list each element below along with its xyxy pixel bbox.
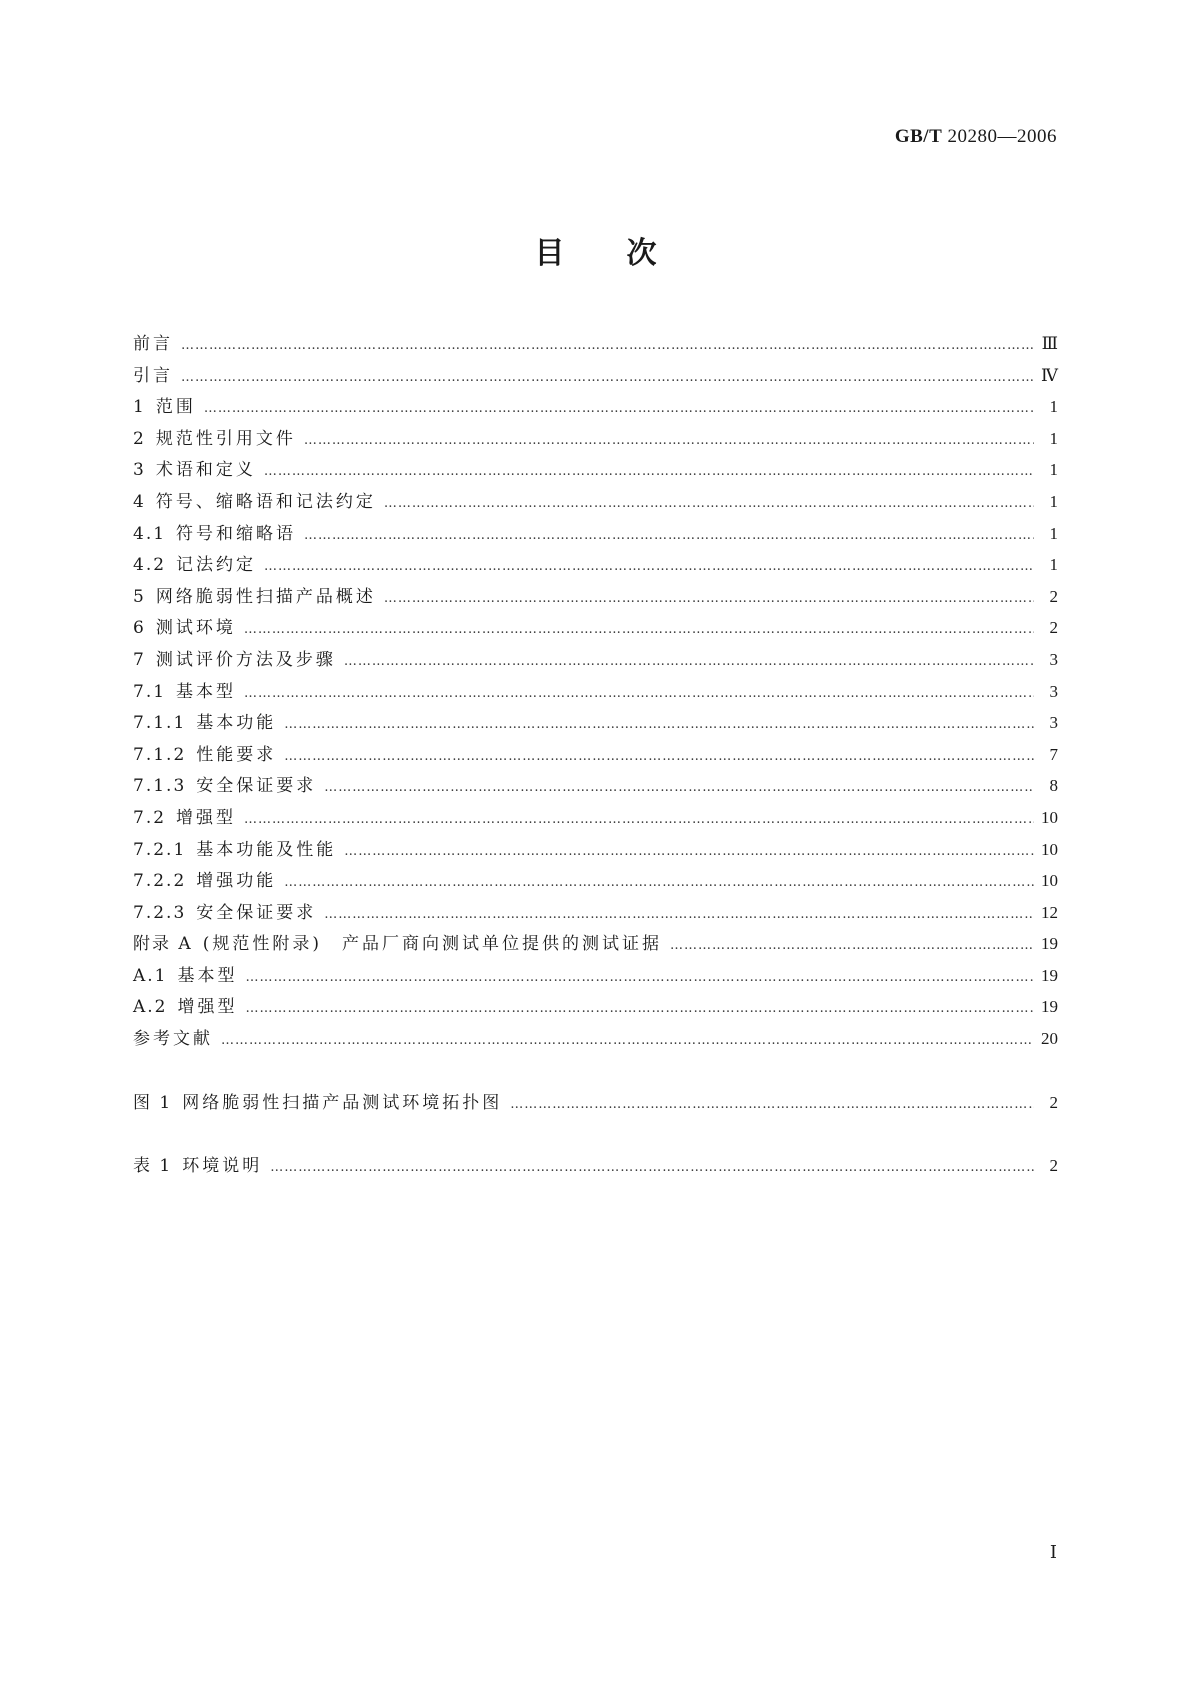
toc-entry-page: 20 [1041, 1029, 1058, 1049]
toc-entry[interactable] [133, 707, 1058, 739]
toc-entry[interactable] [133, 360, 1058, 392]
toc-entry-label: 记法约定 [176, 555, 257, 576]
toc-entry[interactable] [133, 549, 1058, 581]
toc-entry-page: 2 [1049, 618, 1058, 638]
toc-entry[interactable] [133, 865, 1058, 897]
toc-entry-number: 1 [133, 397, 146, 418]
table-of-contents [133, 328, 1058, 1182]
dot-leader [181, 362, 1034, 394]
toc-entry-label: 术语和定义 [155, 460, 256, 481]
toc-entry-label: 规范性引用文件 [155, 428, 296, 449]
toc-entry-label: 测试评价方法及步骤 [155, 649, 336, 670]
toc-entry-label: 安全保证要求 [196, 776, 317, 797]
toc-entry-page: Ⅳ [1041, 365, 1058, 385]
toc-entry-label: 安全保证要求 [196, 902, 317, 923]
toc-entry-number: 7.2.3 [133, 902, 187, 923]
dot-leader [264, 551, 1034, 583]
toc-entry-label: 基本型 [176, 681, 237, 702]
toc-entry-number: 图 1 [133, 1092, 173, 1113]
dot-leader [246, 993, 1035, 1025]
toc-entry-page: 2 [1049, 1156, 1058, 1176]
toc-entry-number: 4.2 [133, 555, 167, 576]
toc-entry[interactable] [133, 770, 1058, 802]
toc-entry-label: 范围 [155, 397, 196, 418]
dot-leader [244, 678, 1034, 710]
toc-entry-label: 参考文献 [133, 1029, 213, 1050]
toc-gap [133, 1055, 1058, 1087]
dot-leader [670, 930, 1034, 962]
dot-leader [344, 836, 1034, 868]
toc-entry-number: 7.1 [133, 681, 167, 702]
dot-leader [324, 772, 1034, 804]
toc-entry-label: 环境说明 [182, 1156, 263, 1177]
toc-entry[interactable] [133, 1087, 1058, 1119]
toc-entry-page: 1 [1049, 460, 1058, 480]
toc-entry-page: 7 [1049, 744, 1058, 764]
toc-entry-number: 7.1.3 [133, 776, 187, 797]
toc-entry-page: 1 [1049, 397, 1058, 417]
toc-entry-label: 增强型 [176, 807, 237, 828]
dot-leader [246, 962, 1035, 994]
toc-entry-number: 7 [133, 649, 146, 670]
toc-entry-label: 基本功能 [196, 713, 277, 734]
toc-entry[interactable] [133, 960, 1058, 992]
toc-entry-label: (规范性附录) 产品厂商向测试单位提供的测试证据 [202, 934, 662, 955]
toc-entry-page: Ⅲ [1041, 334, 1058, 353]
toc-entry-number: 4 [133, 491, 146, 512]
toc-entry[interactable] [133, 928, 1058, 960]
standard-code-prefix: GB/T [894, 126, 943, 147]
toc-entry-number: 附录 A [133, 934, 193, 955]
toc-entry-label: 增强功能 [196, 871, 277, 892]
dot-leader [324, 899, 1034, 931]
toc-entry-number: 7.1.2 [133, 744, 187, 765]
toc-entry-number: 6 [133, 618, 146, 639]
dot-leader [384, 488, 1034, 520]
dot-leader [344, 646, 1034, 678]
toc-gap [133, 1118, 1058, 1150]
toc-entry[interactable] [133, 897, 1058, 929]
toc-entry[interactable] [133, 1023, 1058, 1055]
page-title: 目次 [534, 236, 719, 271]
dot-leader [270, 1152, 1034, 1184]
toc-main-section [133, 328, 1058, 1055]
dot-leader [284, 709, 1034, 741]
toc-entry[interactable] [133, 739, 1058, 771]
toc-entry-page: 1 [1049, 428, 1058, 448]
toc-entry[interactable] [133, 676, 1058, 708]
toc-entry-page: 1 [1049, 523, 1058, 543]
toc-entry[interactable] [133, 612, 1058, 644]
toc-entry-page: 1 [1049, 555, 1058, 575]
dot-leader [510, 1089, 1034, 1121]
toc-entry-number: 7.2 [133, 807, 167, 828]
toc-entry[interactable] [133, 991, 1058, 1023]
dot-leader [384, 583, 1034, 615]
toc-entry-number: A.1 [133, 965, 168, 986]
toc-entry-page: 10 [1041, 807, 1058, 827]
toc-entry-page: 19 [1041, 934, 1058, 954]
toc-entry-number: 4.1 [133, 523, 167, 544]
toc-entry-label: 基本型 [177, 965, 238, 986]
toc-entry-page: 12 [1041, 902, 1058, 922]
toc-entry-page: 2 [1049, 586, 1058, 606]
toc-entry[interactable] [133, 328, 1058, 360]
standard-code-number: 20280—2006 [947, 126, 1057, 147]
toc-entry[interactable] [133, 834, 1058, 866]
toc-entry-number: 5 [133, 586, 146, 607]
toc-entry[interactable] [133, 486, 1058, 518]
toc-entry[interactable] [133, 423, 1058, 455]
toc-entry-label: 性能要求 [196, 744, 277, 765]
toc-entry-page: 10 [1041, 839, 1058, 859]
dot-leader [304, 425, 1034, 457]
toc-entry-page: 10 [1041, 871, 1058, 891]
toc-entry-label: 网络脆弱性扫描产品测试环境拓扑图 [182, 1092, 503, 1113]
toc-figures-section [133, 1087, 1058, 1119]
toc-entry[interactable] [133, 802, 1058, 834]
dot-leader [221, 1025, 1034, 1057]
dot-leader [181, 330, 1034, 362]
dot-leader [244, 804, 1034, 836]
toc-entry-label: 符号和缩略语 [176, 523, 297, 544]
toc-entry-page: 3 [1049, 649, 1058, 669]
toc-entry-label: 符号、缩略语和记法约定 [155, 491, 376, 512]
toc-entry-number: 3 [133, 460, 146, 481]
toc-entry-page: 1 [1049, 491, 1058, 511]
toc-entry-page: 3 [1049, 713, 1058, 733]
dot-leader [284, 741, 1034, 773]
toc-entry-number: A.2 [133, 997, 168, 1018]
toc-entry-number: 2 [133, 428, 146, 449]
toc-entry-page: 19 [1041, 997, 1058, 1017]
toc-entry-page: 19 [1041, 965, 1058, 985]
toc-entry-label: 引言 [133, 365, 173, 386]
toc-entry-number: 7.1.1 [133, 713, 187, 734]
toc-entry-page: 2 [1049, 1092, 1058, 1112]
toc-entry-number: 7.2.2 [133, 871, 187, 892]
toc-entry-label: 增强型 [177, 997, 238, 1018]
toc-entry[interactable] [133, 581, 1058, 613]
footer-page-number: Ⅰ [1049, 1542, 1057, 1562]
toc-entry[interactable] [133, 391, 1058, 423]
toc-entry-number: 7.2.1 [133, 839, 187, 860]
dot-leader [304, 520, 1034, 552]
toc-entry-page: 8 [1049, 776, 1058, 796]
dot-leader [204, 393, 1034, 425]
toc-entry-number: 表 1 [133, 1156, 173, 1177]
dot-leader [284, 867, 1034, 899]
dot-leader [244, 614, 1034, 646]
toc-entry[interactable] [133, 1150, 1058, 1182]
toc-entry-label: 前言 [133, 334, 173, 354]
toc-entry-label: 测试环境 [155, 618, 236, 639]
dot-leader [264, 456, 1034, 488]
toc-entry-label: 网络脆弱性扫描产品概述 [155, 586, 376, 607]
toc-tables-section [133, 1150, 1058, 1182]
standard-code [895, 126, 1057, 148]
toc-entry[interactable] [133, 454, 1058, 486]
toc-entry-label: 基本功能及性能 [196, 839, 337, 860]
toc-entry-page: 3 [1049, 681, 1058, 701]
toc-entry[interactable] [133, 644, 1058, 676]
toc-entry[interactable] [133, 518, 1058, 550]
